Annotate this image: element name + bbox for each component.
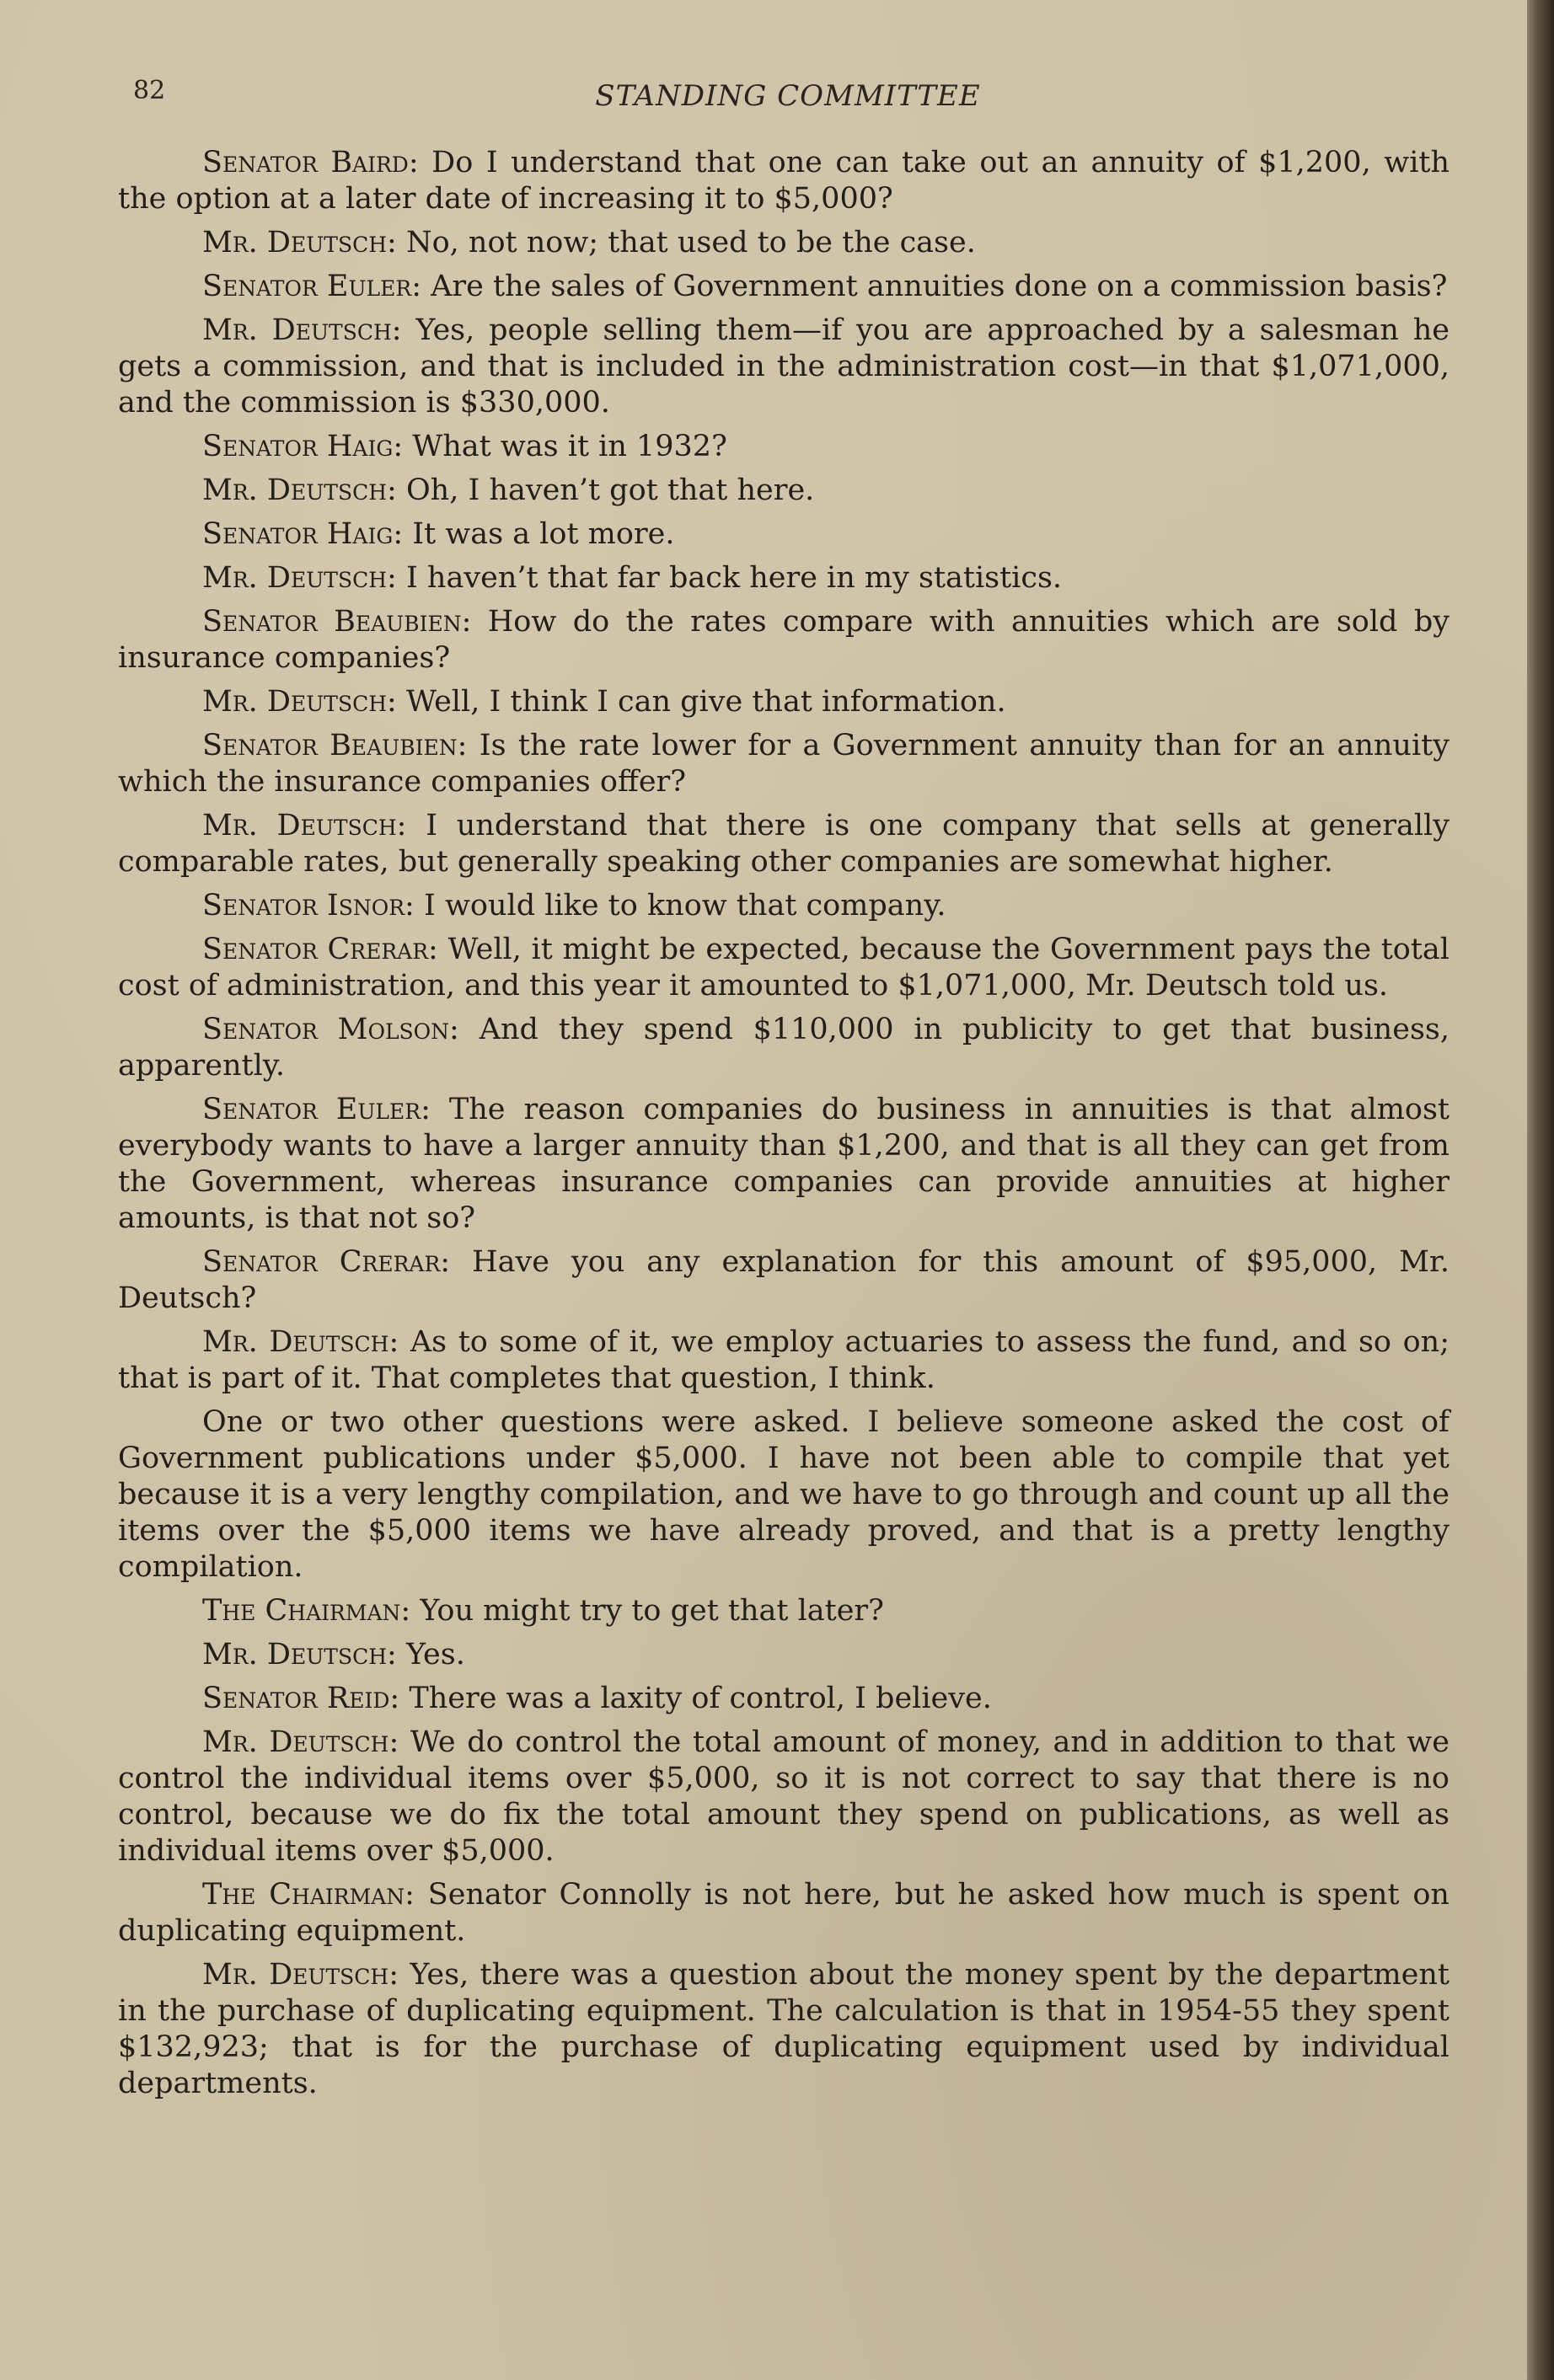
- speaker-name: Senator Euler:: [202, 1093, 431, 1126]
- paragraph: [118, 313, 1450, 421]
- paragraph-text: I would like to know that company.: [424, 889, 946, 923]
- page-number: 82: [133, 76, 166, 105]
- paragraph: [118, 888, 1450, 924]
- paragraph-text: Well, it might be expected, because the Government pays the total cost of administration, and this year it amounted to $1,071,000, Mr. Deutsch told us.: [118, 933, 1450, 1003]
- paragraph: [118, 473, 1450, 509]
- paragraph: [118, 1877, 1450, 1949]
- paragraph-text: Do I understand that one can take out an annuity of $1,200, with the option at a later date of increasing it to $5,000?: [118, 146, 1450, 216]
- speaker-name: Mr. Deutsch:: [202, 1325, 399, 1359]
- paragraph: [118, 604, 1450, 677]
- paragraph: [118, 1681, 1450, 1717]
- book-spine-edge: [1527, 0, 1554, 2380]
- paragraph-text: And they spend $110,000 in publicity to get that business, apparently.: [118, 1013, 1450, 1083]
- paragraph-text: What was it in 1932?: [412, 430, 727, 463]
- paragraph: [118, 1957, 1450, 2102]
- paragraph-text: I haven’t that far back here in my statistics.: [405, 561, 1063, 595]
- paragraph-text: Yes, there was a question about the money spent by the department in the purchase of duplicating equipment. The calculation is that in 1954-55 they spent $132,923; that is for the purchase of duplicating equipment used by individual departments.: [118, 1958, 1450, 2100]
- paragraph-text: Well, I think I can give that information.: [405, 685, 1006, 719]
- speaker-name: Senator Isnor:: [202, 889, 415, 923]
- speaker-name: Senator Baird:: [202, 146, 419, 179]
- paragraph: [118, 1725, 1450, 1869]
- speaker-name: Senator Beaubien:: [202, 729, 468, 762]
- speaker-name: Mr. Deutsch:: [202, 473, 397, 507]
- speaker-name: Mr. Deutsch:: [202, 226, 397, 259]
- speaker-name: Senator Haig:: [202, 430, 404, 463]
- paragraph: [118, 1404, 1450, 1586]
- paragraph: [118, 516, 1450, 553]
- speaker-name: The Chairman:: [202, 1594, 411, 1628]
- paragraph-text: Yes.: [405, 1638, 465, 1671]
- speaker-name: Senator Crerar:: [202, 933, 438, 966]
- paragraph: [118, 808, 1450, 880]
- paragraph-text: Senator Connolly is not here, but he asked how much is spent on duplicating equipment.: [118, 1878, 1450, 1948]
- paragraph: [118, 429, 1450, 465]
- paragraph: [118, 932, 1450, 1004]
- paragraph: [118, 145, 1450, 217]
- paragraph: [118, 684, 1450, 720]
- speaker-name: Senator Crerar:: [202, 1245, 451, 1279]
- paragraph-text: It was a lot more.: [412, 517, 675, 551]
- paragraph-text: As to some of it, we employ actuaries to assess the fund, and so on; that is part of it. That completes that question, I think.: [118, 1325, 1450, 1395]
- paragraph-text: Yes, people selling them—if you are approached by a salesman he gets a commission, and that is included in the administration cost—in that $1,071,000, and the commission is $330,000.: [118, 313, 1450, 420]
- paragraph-text: How do the rates compare with annuities which are sold by insurance companies?: [118, 605, 1450, 675]
- transcript-body: [118, 145, 1450, 2110]
- page-header: [126, 76, 1450, 126]
- speaker-name: Senator Haig:: [202, 517, 404, 551]
- paragraph-text: No, not now; that used to be the case.: [405, 226, 976, 259]
- paragraph: [118, 1637, 1450, 1673]
- paragraph-text: The reason companies do business in annuities is that almost everybody wants to have a larger annuity than $1,200, and that is all they can get from the Government, whereas insurance companies can provide annuities at higher amounts, is that not so?: [118, 1093, 1450, 1235]
- speaker-name: Senator Euler:: [202, 270, 421, 303]
- paragraph-text: You might try to get that later?: [420, 1594, 884, 1628]
- paragraph-text: I understand that there is one company that sells at generally comparable rates, but generally speaking other companies are somewhat higher.: [118, 809, 1450, 879]
- speaker-name: Senator Molson:: [202, 1013, 459, 1046]
- speaker-name: Mr. Deutsch:: [202, 1638, 397, 1671]
- paragraph-text: Is the rate lower for a Government annuity than for an annuity which the insurance companies offer?: [118, 729, 1450, 799]
- paragraph: [118, 560, 1450, 596]
- paragraph-text: We do control the total amount of money, and in addition to that we control the individual items over $5,000, so it is not correct to say that there is no control, because we do fix the total amount they spend on publications, as well as individual items over $5,000.: [118, 1725, 1450, 1868]
- speaker-name: Mr. Deutsch:: [202, 809, 407, 842]
- paragraph: [118, 1092, 1450, 1237]
- paragraph: [118, 1324, 1450, 1397]
- paragraph-text: There was a laxity of control, I believe.: [409, 1682, 992, 1715]
- paragraph: [118, 225, 1450, 261]
- paragraph-text: Have you any explanation for this amount of $95,000, Mr. Deutsch?: [118, 1245, 1450, 1315]
- paragraph-text: Are the sales of Government annuities done on a commission basis?: [431, 270, 1448, 303]
- paragraph-text: One or two other questions were asked. I believe someone asked the cost of Government publications under $5,000. I have not been able to compile that yet because it is a very lengthy compilation, and we have to go through and count up all the items over the $5,000 items we have already proved, and that is a pretty lengthy compilation.: [118, 1405, 1450, 1584]
- speaker-name: Mr. Deutsch:: [202, 313, 402, 347]
- speaker-name: Mr. Deutsch:: [202, 1958, 399, 1992]
- paragraph: [118, 1593, 1450, 1629]
- paragraph: [118, 269, 1450, 305]
- speaker-name: Mr. Deutsch:: [202, 1725, 399, 1759]
- running-title: STANDING COMMITTEE: [595, 79, 981, 113]
- paragraph: [118, 1244, 1450, 1317]
- speaker-name: Senator Reid:: [202, 1682, 400, 1715]
- speaker-name: Mr. Deutsch:: [202, 685, 397, 719]
- speaker-name: The Chairman:: [202, 1878, 415, 1912]
- speaker-name: Senator Beaubien:: [202, 605, 472, 639]
- paragraph: [118, 1012, 1450, 1084]
- paragraph: [118, 728, 1450, 800]
- paragraph-text: Oh, I haven’t got that here.: [405, 473, 815, 507]
- speaker-name: Mr. Deutsch:: [202, 561, 397, 595]
